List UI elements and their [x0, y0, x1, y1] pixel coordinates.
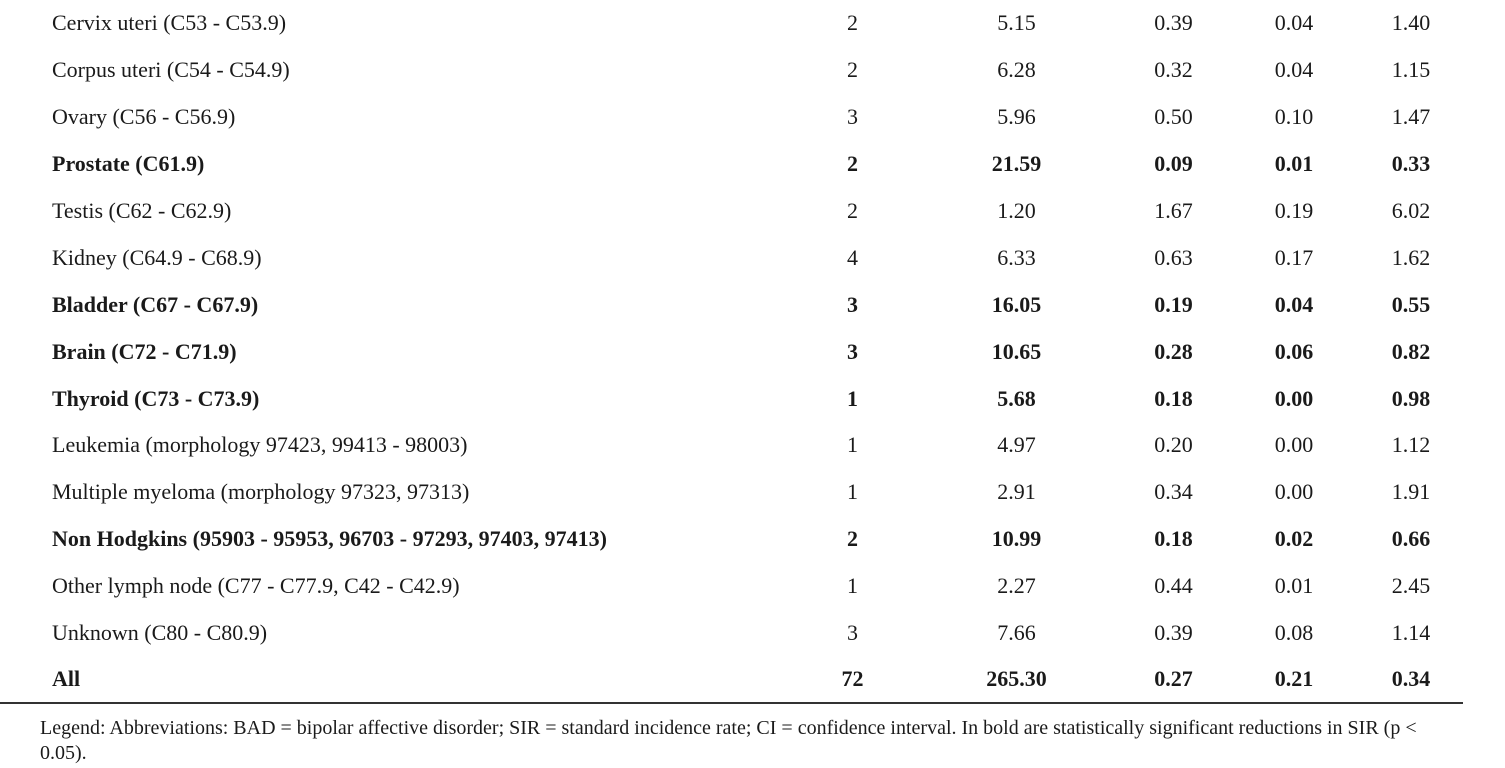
cell-ci-high: 1.15 — [1391, 57, 1431, 83]
cell-sir: 0.63 — [1154, 244, 1193, 270]
cell-sir: 0.20 — [1154, 432, 1193, 458]
cell-site: All — [0, 656, 790, 703]
cell-site: Other lymph node (C77 - C77.9, C42 - C42.9) — [52, 573, 460, 599]
table-row — [0, 563, 1463, 610]
cell-expected: 6.33 — [997, 244, 1036, 270]
table-row — [0, 469, 1463, 516]
cell-observed: 3 — [847, 104, 858, 130]
cell-observed: 4 — [847, 244, 858, 270]
cell-ci-high: 0.33 — [1391, 151, 1431, 177]
cell-ci-low: 0.02 — [1274, 526, 1314, 552]
cell-site: Unknown (C80 - C80.9) — [52, 620, 268, 646]
cell-expected: 6.28 — [997, 57, 1036, 83]
cell-sir: 0.18 — [1154, 526, 1193, 552]
cell-sir: 0.19 — [1154, 291, 1193, 317]
cell-site: Ovary (C56 - C56.9) — [52, 104, 236, 130]
cell-observed: 2 — [847, 526, 858, 552]
cell-ci-high: 1.12 — [1391, 432, 1431, 458]
table-row — [0, 141, 1463, 188]
cell-site: Bladder (C67 - C67.9) — [52, 291, 259, 317]
cell-ci-high: 0.98 — [1391, 385, 1431, 411]
cell-observed: 3 — [847, 338, 858, 364]
cell-observed: 1 — [847, 385, 858, 411]
cell-ci-high: 0.82 — [1391, 338, 1431, 364]
cell-sir: 0.28 — [1154, 338, 1193, 364]
table-row — [0, 0, 1463, 47]
cell-expected: 10.65 — [991, 338, 1042, 364]
cell-ci-low: 0.21 — [1229, 656, 1359, 703]
table-row — [0, 188, 1463, 235]
table-row — [0, 234, 1463, 281]
cell-expected: 2.27 — [997, 573, 1036, 599]
cell-ci-low: 0.08 — [1274, 620, 1314, 646]
cell-observed: 1 — [847, 573, 858, 599]
table-legend: Legend: Abbreviations: BAD = bipolar affective disorder; SIR = standard incidence rate; CI = confidence interval. In bold are statistically significant reductions in SIR (p < 0.05). — [40, 717, 1417, 764]
table-row — [0, 375, 1463, 422]
cell-expected: 7.66 — [997, 620, 1036, 646]
cell-sir: 1.67 — [1154, 198, 1193, 223]
cell-observed: 1 — [847, 432, 858, 458]
cell-ci-low: 0.00 — [1274, 479, 1314, 505]
table-row — [0, 281, 1463, 328]
table-row — [0, 610, 1463, 657]
cell-observed: 2 — [847, 198, 858, 223]
cell-ci-low: 0.01 — [1274, 151, 1314, 177]
cell-site: Non Hodgkins (95903 - 95953, 96703 - 97293, 97403, 97413) — [52, 526, 607, 552]
cell-expected: 16.05 — [991, 291, 1042, 317]
cell-site: Testis (C62 - C62.9) — [52, 198, 232, 223]
cell-expected: 10.99 — [991, 526, 1042, 552]
cell-ci-low: 0.04 — [1274, 57, 1314, 83]
cell-ci-high: 2.45 — [1391, 573, 1431, 599]
cell-site: Corpus uteri (C54 - C54.9) — [52, 57, 290, 83]
cell-observed: 2 — [847, 151, 858, 177]
cell-ci-low: 0.00 — [1274, 432, 1314, 458]
cell-sir: 0.44 — [1154, 573, 1193, 599]
cell-site: Leukemia (morphology 97423, 99413 - 98003) — [52, 432, 468, 458]
cell-site: Cervix uteri (C53 - C53.9) — [52, 10, 287, 36]
cell-expected: 265.30 — [915, 656, 1118, 703]
cell-expected: 5.68 — [997, 385, 1036, 411]
cell-ci-low: 0.19 — [1274, 198, 1314, 223]
table-row — [0, 47, 1463, 94]
cell-observed: 2 — [847, 10, 858, 36]
cell-expected: 5.96 — [997, 104, 1036, 130]
cell-sir: 0.09 — [1154, 151, 1193, 177]
cell-expected: 5.15 — [997, 10, 1036, 36]
cell-ci-low: 0.04 — [1274, 10, 1314, 36]
cell-site: Brain (C72 - C71.9) — [52, 338, 237, 364]
cell-site: Multiple myeloma (morphology 97323, 97313) — [52, 479, 470, 505]
table-row — [0, 656, 1463, 703]
cell-expected: 4.97 — [997, 432, 1036, 458]
cell-sir: 0.50 — [1154, 104, 1193, 130]
table-row — [0, 328, 1463, 375]
cell-site: Kidney (C64.9 - C68.9) — [52, 244, 262, 270]
cell-ci-low: 0.01 — [1274, 573, 1314, 599]
cell-sir: 0.27 — [1118, 656, 1229, 703]
cell-ci-low: 0.06 — [1274, 338, 1314, 364]
cell-sir: 0.34 — [1154, 479, 1193, 505]
cell-ci-low: 0.10 — [1274, 104, 1314, 130]
cell-site: Thyroid (C73 - C73.9) — [52, 385, 260, 411]
cell-expected: 2.91 — [997, 479, 1036, 505]
cell-ci-high: 6.02 — [1391, 198, 1431, 223]
cell-ci-high: 0.66 — [1391, 526, 1431, 552]
cell-ci-high: 1.62 — [1391, 244, 1431, 270]
cell-sir: 0.39 — [1154, 10, 1193, 36]
cell-observed: 3 — [847, 620, 858, 646]
cell-ci-high: 1.40 — [1391, 10, 1431, 36]
cell-ci-low: 0.00 — [1274, 385, 1314, 411]
cell-observed: 1 — [847, 479, 858, 505]
cell-expected: 1.20 — [997, 198, 1036, 223]
cell-sir: 0.39 — [1154, 620, 1193, 646]
table-row — [0, 422, 1463, 469]
cell-site: Prostate (C61.9) — [52, 151, 205, 177]
cell-observed: 72 — [790, 656, 915, 703]
cell-observed: 3 — [847, 291, 858, 317]
cell-ci-high: 1.14 — [1391, 620, 1431, 646]
cell-observed: 2 — [847, 57, 858, 83]
cell-expected: 21.59 — [991, 151, 1042, 177]
cell-ci-high: 1.47 — [1391, 104, 1431, 130]
cell-ci-low: 0.04 — [1274, 291, 1314, 317]
table-row — [0, 94, 1463, 141]
cell-ci-low: 0.17 — [1274, 244, 1314, 270]
cell-sir: 0.18 — [1154, 385, 1193, 411]
table-row — [0, 516, 1463, 563]
cell-ci-high: 0.34 — [1359, 656, 1463, 703]
cell-ci-high: 1.91 — [1391, 479, 1431, 505]
cell-sir: 0.32 — [1154, 57, 1193, 83]
cell-ci-high: 0.55 — [1391, 291, 1431, 317]
